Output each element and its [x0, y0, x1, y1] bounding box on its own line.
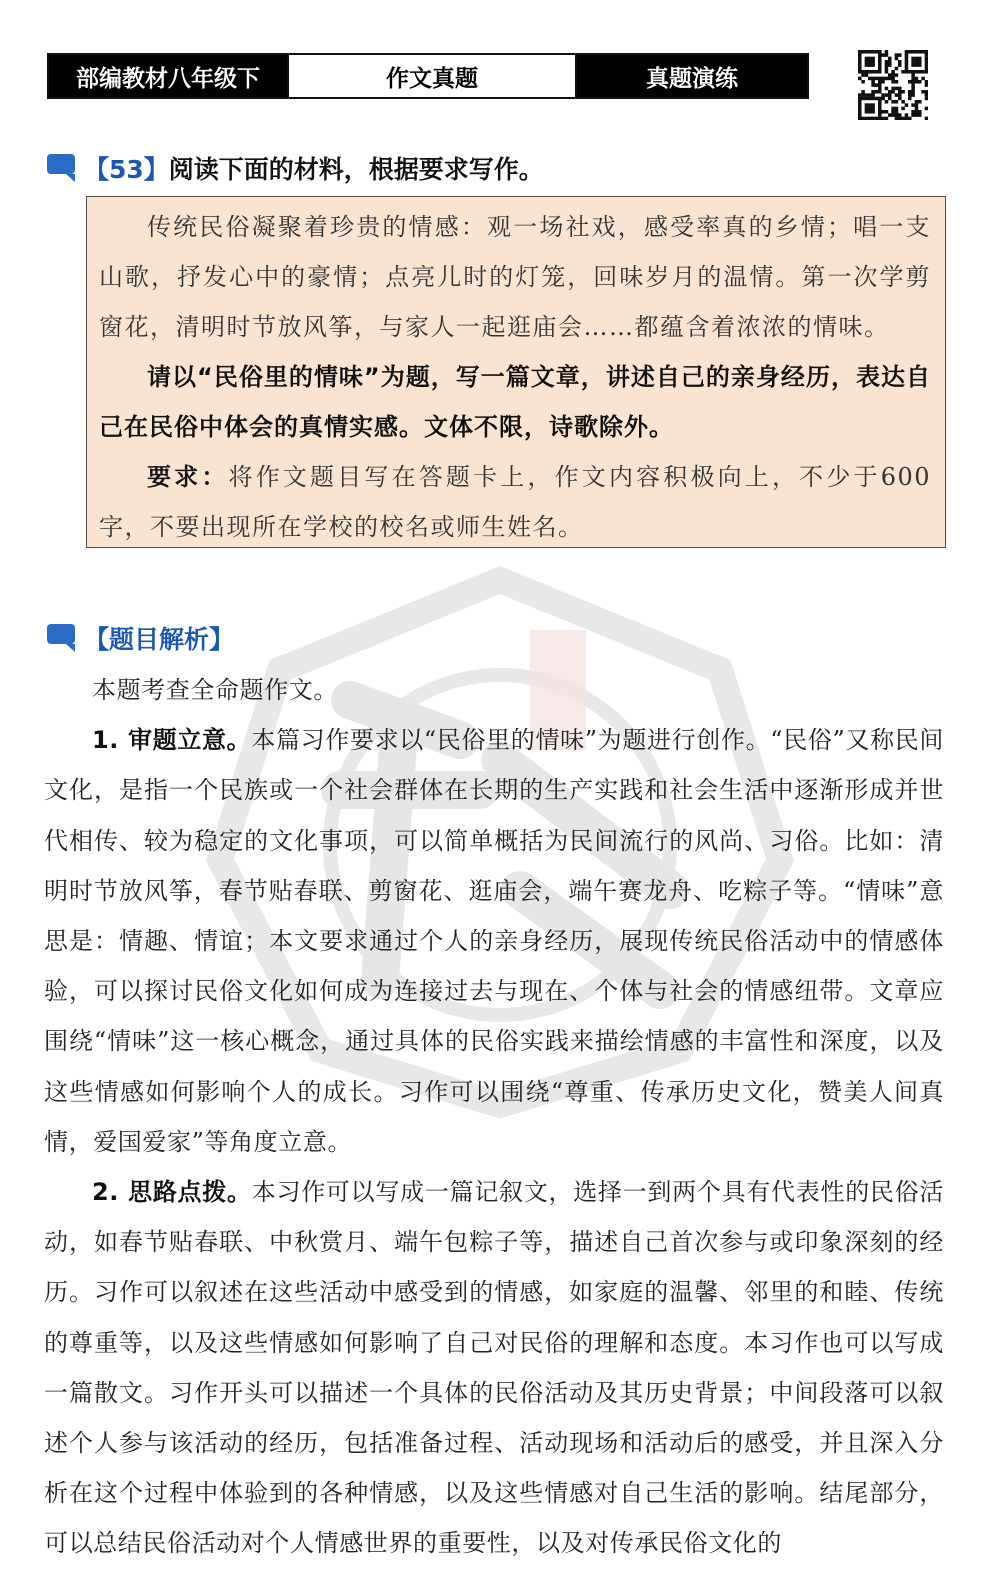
header-grade: 部编教材八年级下	[49, 55, 287, 97]
analysis-heading	[46, 620, 234, 656]
requirement	[99, 452, 931, 552]
point-1-lead: 1. 审题立意。	[92, 726, 252, 755]
header-section: 作文真题	[287, 55, 577, 97]
blue-flag-icon	[46, 153, 80, 183]
point-1-text: 本篇习作要求以“民俗里的情味”为题进行创作。“民俗”又称民间文化，是指一个民族或一个社会群体在长期的生产实践和社会生活中逐渐形成并世代相传、较为稳定的文化事项，可以简单概括为民间流行的风尚、习俗。比如：清明时节放风筝，春节贴春联、剪窗花、逛庙会，端午赛龙舟、吃粽子等。“情味”意思是：情趣、情谊；本文要求通过个人的亲身经历，展现传统民俗活动中的情感体验，可以探讨民俗文化如何成为连接过去与现在、个体与社会的情感纽带。文章应围绕“情味”这一核心概念，通过具体的民俗实践来描绘情感的丰富性和深度，以及这些情感如何影响个人的成长。习作可以围绕“尊重、传承历史文化，赞美人间真情，爱国爱家”等角度立意。	[44, 726, 944, 1156]
question-heading	[46, 150, 544, 186]
requirement-text: 将作文题目写在答题卡上，作文内容积极向上，不少于600字，不要出现所在学校的校名或师生姓名。	[99, 463, 932, 541]
analysis-point-1	[44, 715, 944, 1167]
analysis-point-2	[44, 1167, 944, 1569]
analysis-intro: 本题考查全命题作文。	[92, 676, 338, 704]
header-practice: 真题演练	[577, 55, 807, 97]
analysis-title: 【题目解析】	[84, 625, 235, 654]
header-bar	[47, 53, 809, 99]
point-2-lead: 2. 思路点拨。	[92, 1178, 252, 1207]
blue-flag-icon	[46, 623, 80, 653]
material-text: 传统民俗凝聚着珍贵的情感：观一场社戏，感受率真的乡情；唱一支山歌，抒发心中的豪情；点亮儿时的灯笼，回味岁月的温情。第一次学剪窗花，清明时节放风筝，与家人一起逛庙会……都蕴含着浓浓的情味。	[99, 213, 931, 341]
requirement-label: 要求：	[147, 463, 229, 491]
question-instruction: 阅读下面的材料，根据要求写作。	[168, 155, 544, 184]
qr-code-icon	[858, 50, 928, 120]
analysis-body	[44, 665, 944, 1569]
point-2-text: 本习作可以写成一篇记叙文，选择一到两个具有代表性的民俗活动，如春节贴春联、中秋赏月、端午包粽子等，描述自己首次参与或印象深刻的经历。习作可以叙述在这些活动中感受到的情感，如家庭的温馨、邻里的和睦、传统的尊重等，以及这些情感如何影响了自己对民俗的理解和态度。本习作也可以写成一篇散文。习作开头可以描述一个具体的民俗活动及其历史背景；中间段落可以叙述个人参与该活动的经历，包括准备过程、活动现场和活动后的感受，并且深入分析在这个过程中体验到的各种情感，以及这些情感对自己生活的影响。结尾部分，可以总结民俗活动对个人情感世界的重要性，以及对传承民俗文化的	[44, 1178, 944, 1558]
writing-prompt: 请以“民俗里的情味”为题，写一篇文章，讲述自己的亲身经历，表达自己在民俗中体会的真情实感。文体不限，诗歌除外。	[99, 363, 931, 441]
question-number: 【53】	[84, 155, 169, 184]
material-box	[86, 196, 946, 548]
